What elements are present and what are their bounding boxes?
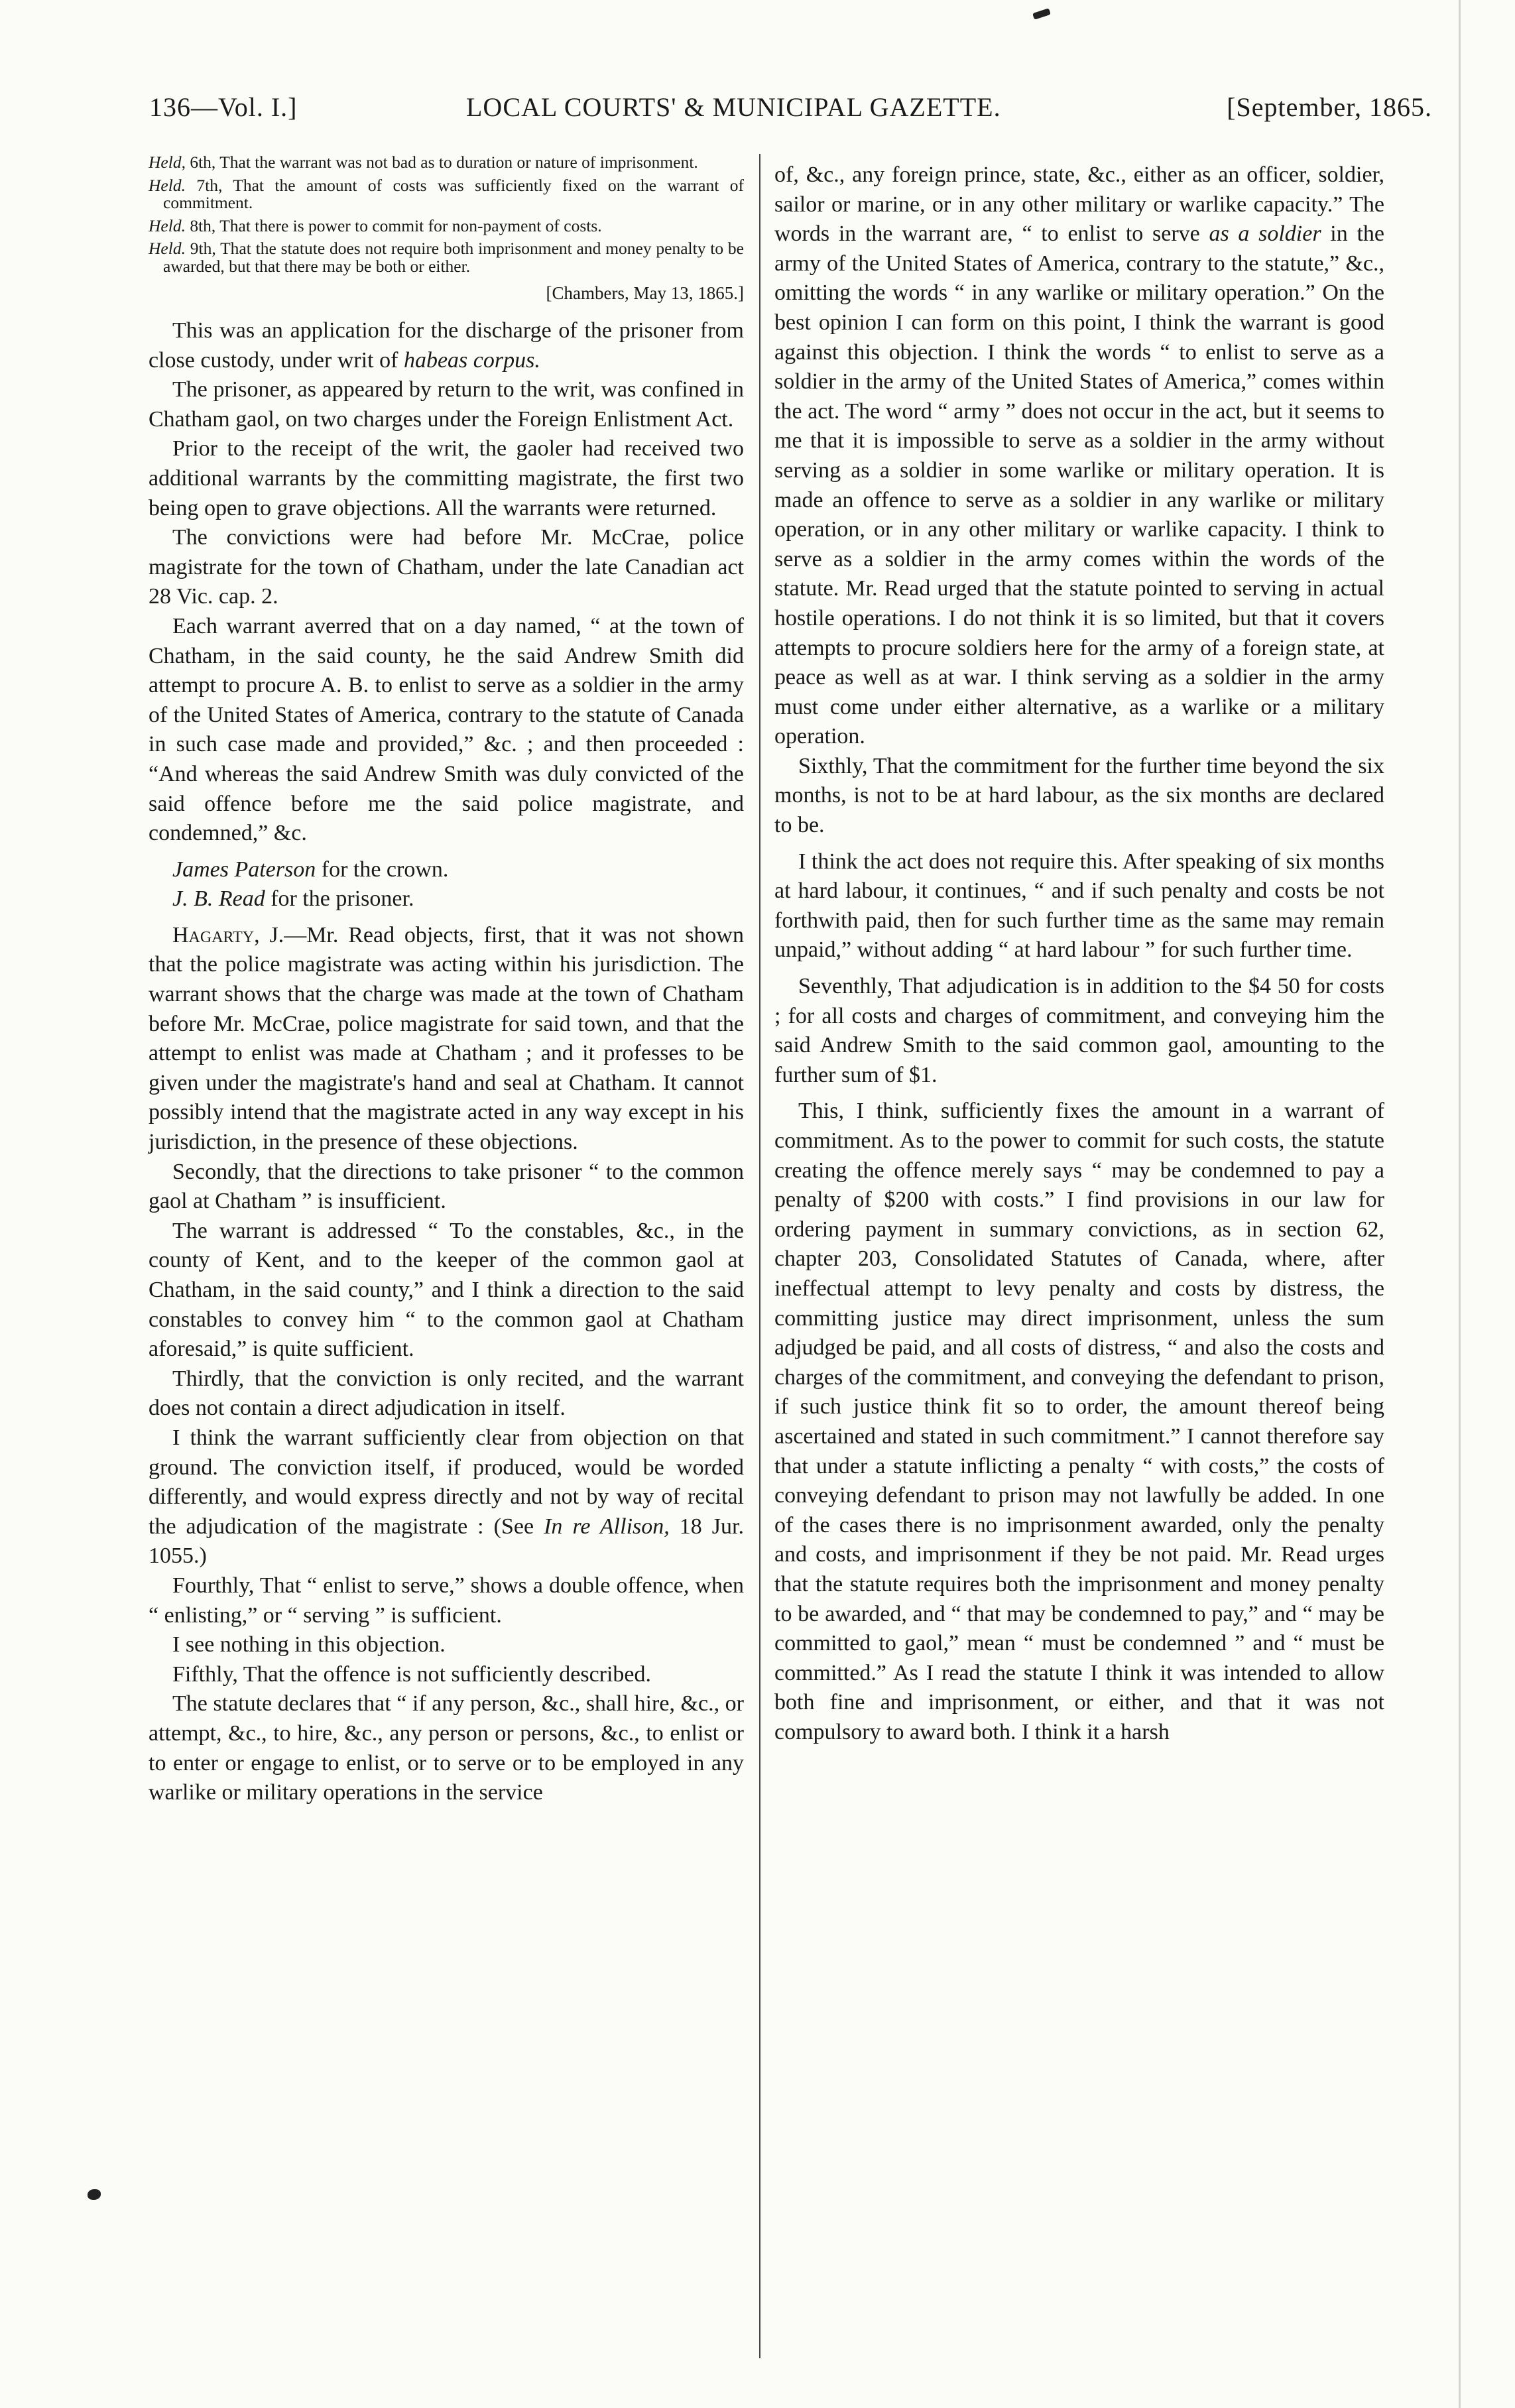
- court-citation: [Chambers, May 13, 1865.]: [546, 283, 744, 303]
- headnote-label: Held.: [149, 215, 186, 235]
- running-header: [149, 91, 1432, 138]
- paragraph: The prisoner, as appeared by return to the writ, was confined in Chatham gaol, on two charges under the Foreign Enlistment Act.: [149, 377, 744, 432]
- paragraph: The convictions were had before Mr. McCrae, police magistrate for the town of Chatham, under the late Canadian act 28 Vic. cap. 2.: [149, 525, 744, 609]
- judge-name: Hagarty, J.: [172, 922, 284, 947]
- page-volume: 136—Vol. I.]: [149, 92, 298, 122]
- headnote-label: Held,: [149, 152, 186, 172]
- paragraph: I think the warrant sufficiently clear from objection on that ground. The conviction itself, if produced, would be worded differently, and would express directly and not by way of recital the adjudication of the magistrate : (See In re Allison, 18 Jur. 1055.): [149, 1425, 744, 1569]
- paragraph: I think the act does not require this. After speaking of six months at hard labour, it continues, “ and if such penalty and costs be not forthwith paid, then for such further time as the same may remain unpaid,” without adding “ at hard labour ” for such further time.: [774, 849, 1384, 963]
- issue-date: [September, 1865.: [1227, 92, 1432, 122]
- headnote-label: Held.: [149, 239, 186, 258]
- as-a-soldier: as a soldier: [1209, 221, 1321, 247]
- right-column: [774, 160, 1384, 1747]
- ink-mark: [1032, 8, 1051, 20]
- paragraph: Thirdly, that the conviction is only recited, and the warrant does not contain a direct adjudication in itself.: [149, 1366, 744, 1421]
- column-divider: [759, 154, 760, 2358]
- paragraph: Sixthly, That the commitment for the further time beyond the six months, is not to be at hard labour, as the six months are declared to be.: [774, 753, 1384, 838]
- counsel-line: James Paterson for the crown.: [172, 857, 449, 882]
- counsel-line: J. B. Read for the prisoner.: [172, 886, 414, 912]
- publication-title: LOCAL COURTS' & MUNICIPAL GAZETTE.: [466, 92, 1001, 122]
- paragraph: This, I think, sufficiently fixes the amount in a warrant of commitment. As to the power to commit for such costs, the statute creating the offence merely says “ may be condemned to pay a penalty of $200 with costs.” I find provisions in our law for ordering payment in summary convictions, as in section 62, chapter 203, Consolidated Statutes of Canada, where, after ineffectual attempt to levy penalty and costs by distress, the committing justice may direct imprisonment, unless the sum adjudged be paid, and all costs of distress, “ and also the costs and charges of the commitment, and conveying the defendant to prison, if such justice think fit so to order, the amount thereof being ascertained and stated in such commitment.” I cannot therefore say that under a statute inflicting a penalty “ with costs,” the costs of conveying defendant to prison may not lawfully be added. In one of the cases there is no imprisonment awarded, only the penalty and costs, and imprisonment if they be not paid. Mr. Read urges that the statute requires both the imprisonment and money penalty to be awarded, and “ that may be condemned to pay,” and “ may be committed to gaol,” mean “ must be condemned ” and “ must be committed.” As I read the statute I think it was intended to allow both fine and imprisonment, or either, and that it was not compulsory to award both. I think it a harsh: [774, 1099, 1384, 1744]
- paragraph: I see nothing in this objection.: [172, 1632, 446, 1657]
- paragraph: Fourthly, That “ enlist to serve,” shows a double offence, when “ enlisting,” or “ serving ” is sufficient.: [149, 1573, 744, 1628]
- paragraph: Each warrant averred that on a day named, “ at the town of Chatham, in the said county, he the said Andrew Smith did attempt to procure A. B. to enlist to serve as a soldier in the army of the United States of America, contrary to the statute of Canada in such case made and provided,” &c. ; and then proceeded : “And whereas the said Andrew Smith was duly convicted of the said offence before me the said police magistrate, and condemned,” &c.: [149, 613, 744, 846]
- left-column: [149, 154, 744, 1808]
- habeas-corpus: habeas corpus.: [403, 347, 540, 373]
- paragraph: This was an application for the discharge of the prisoner from close custody, under writ of habeas corpus.: [149, 318, 744, 373]
- headnote: Held. 8th, That there is power to commit for non-payment of costs.: [149, 215, 602, 235]
- headnote-label: Held.: [149, 175, 186, 195]
- paragraph: Prior to the receipt of the writ, the gaoler had received two additional warrants by the committing magistrate, the first two being open to grave objections. All the warrants were returned.: [149, 436, 744, 520]
- ink-bullet: [88, 2189, 101, 2200]
- page-edge-line: [1459, 0, 1461, 2408]
- headnote: Held. 9th, That the statute does not require both imprisonment and money penalty to be awarded, but that there may be both or either.: [149, 239, 744, 276]
- paragraph: of, &c., any foreign prince, state, &c., either as an officer, soldier, sailor or marine, or in any other military or warlike capacity.” The words in the warrant are, “ to enlist to serve as a soldier in the army of the United States of America, contrary to the statute,” &c., omitting the words “ in any warlike or military operation.” On the best opinion I can form on this point, I think the warrant is good against this objection. I think the words “ to enlist to serve as a soldier in the army of the United States of America,” comes within the act. The word “ army ” does not occur in the act, but it seems to me that it is impossible to serve as a soldier in the army without serving as a soldier in some warlike or military operation. It is made an offence to serve as a soldier in any warlike or military operation, or in any other military or warlike capacity. I think to serve as a soldier in the army comes within the words of the statute. Mr. Read urged that the statute pointed to serving in actual hostile operations. I do not think it is so limited, but that it covers attempts to procure soldiers here for the army of a foreign state, at peace as well as at war. I think serving as a soldier in the army must come under either alternative, as a warlike or a military operation.: [774, 162, 1384, 749]
- case-citation: In re Allison,: [544, 1514, 670, 1539]
- paragraph: The warrant is addressed “ To the constables, &c., in the county of Kent, and to the keeper of the common gaol at Chatham, in the said county,” and I think a direction to the said constables to convey him “ to the common gaol at Chatham aforesaid,” is quite sufficient.: [149, 1218, 744, 1362]
- headnote: Held. 7th, That the amount of costs was sufficiently fixed on the warrant of commitment.: [149, 175, 744, 212]
- paragraph: Fifthly, That the offence is not sufficiently described.: [172, 1661, 652, 1687]
- paragraph: Secondly, that the directions to take prisoner “ to the common gaol at Chatham ” is insufficient.: [149, 1159, 744, 1214]
- headnote: Held, 6th, That the warrant was not bad as to duration or nature of imprisonment.: [149, 152, 698, 172]
- paragraph: The statute declares that “ if any person, &c., shall hire, &c., or attempt, &c., to hire, &c., any person or persons, &c., to enlist or to enter or engage to enlist, or to serve or to be employed in any warlike or military operations in the service: [149, 1691, 744, 1805]
- judgment-paragraph: Hagarty, J.—Mr. Read objects, first, that it was not shown that the police magistrate was acting within his jurisdiction. The warrant shows that the charge was made at the town of Chatham before Mr. McCrae, police magistrate for said town, and that the attempt to enlist was made at Chatham ; and it professes to be given under the magistrate's hand and seal at Chatham. It cannot possibly intend that the magistrate acted in any way except in his jurisdiction, in the presence of these objections.: [149, 922, 744, 1155]
- paragraph: Seventhly, That adjudication is in addition to the $4 50 for costs ; for all costs and charges of commitment, and conveying him the said Andrew Smith to the said common gaol, amounting to the further sum of $1.: [774, 974, 1384, 1087]
